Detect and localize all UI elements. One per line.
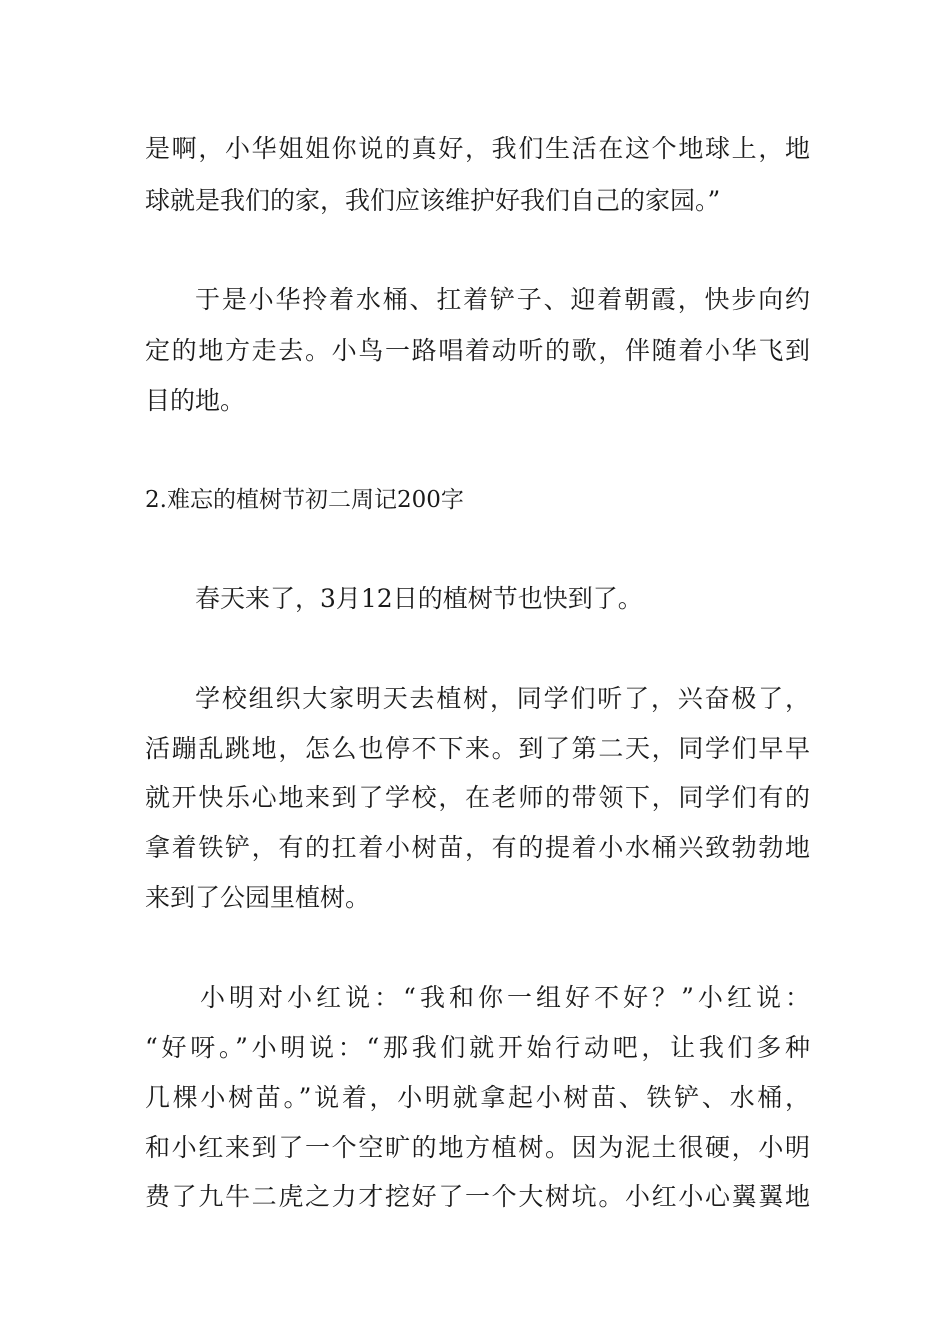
section-heading: 2.难忘的植树节初二周记200字 bbox=[145, 487, 464, 513]
paragraph-4-line-5: 来到了公园里植树。 bbox=[145, 883, 371, 912]
paragraph-5-line-3: 几棵小树苗。”说着，小明就拿起小树苗、铁铲、水桶， bbox=[145, 1083, 810, 1112]
paragraph-4-line-3: 就开快乐心地来到了学校，在老师的带领下，同学们有的 bbox=[145, 783, 810, 812]
paragraph-1-line-2: 球就是我们的家，我们应该维护好我们自己的家园。” bbox=[145, 186, 721, 215]
paragraph-4-line-2: 活蹦乱跳地，怎么也停不下来。到了第二天，同学们早早 bbox=[145, 734, 810, 763]
paragraph-5-line-1: 小明对小红说：“我和你一组好不好？”小红说： bbox=[200, 983, 810, 1012]
paragraph-2-line-2: 定的地方走去。小鸟一路唱着动听的歌，伴随着小华飞到 bbox=[145, 336, 810, 365]
paragraph-1-line-1: 是啊，小华姐姐你说的真好，我们生活在这个地球上，地 bbox=[145, 134, 810, 163]
paragraph-5-line-5: 费了九牛二虎之力才挖好了一个大树坑。小红小心翼翼地 bbox=[145, 1182, 810, 1211]
paragraph-5-line-2: “好呀。”小明说：“那我们就开始行动吧，让我们多种 bbox=[145, 1033, 810, 1062]
paragraph-4-line-4: 拿着铁铲，有的扛着小树苗，有的提着小水桶兴致勃勃地 bbox=[145, 833, 810, 862]
paragraph-3-line-1: 春天来了，3月12日的植树节也快到了。 bbox=[195, 584, 643, 613]
paragraph-4-line-1: 学校组织大家明天去植树，同学们听了，兴奋极了， bbox=[195, 684, 810, 713]
paragraph-5-line-4: 和小红来到了一个空旷的地方植树。因为泥土很硬，小明 bbox=[145, 1133, 810, 1162]
paragraph-2-line-1: 于是小华拎着水桶、扛着铲子、迎着朝霞，快步向约 bbox=[195, 285, 810, 314]
paragraph-2-line-3: 目的地。 bbox=[145, 386, 246, 415]
